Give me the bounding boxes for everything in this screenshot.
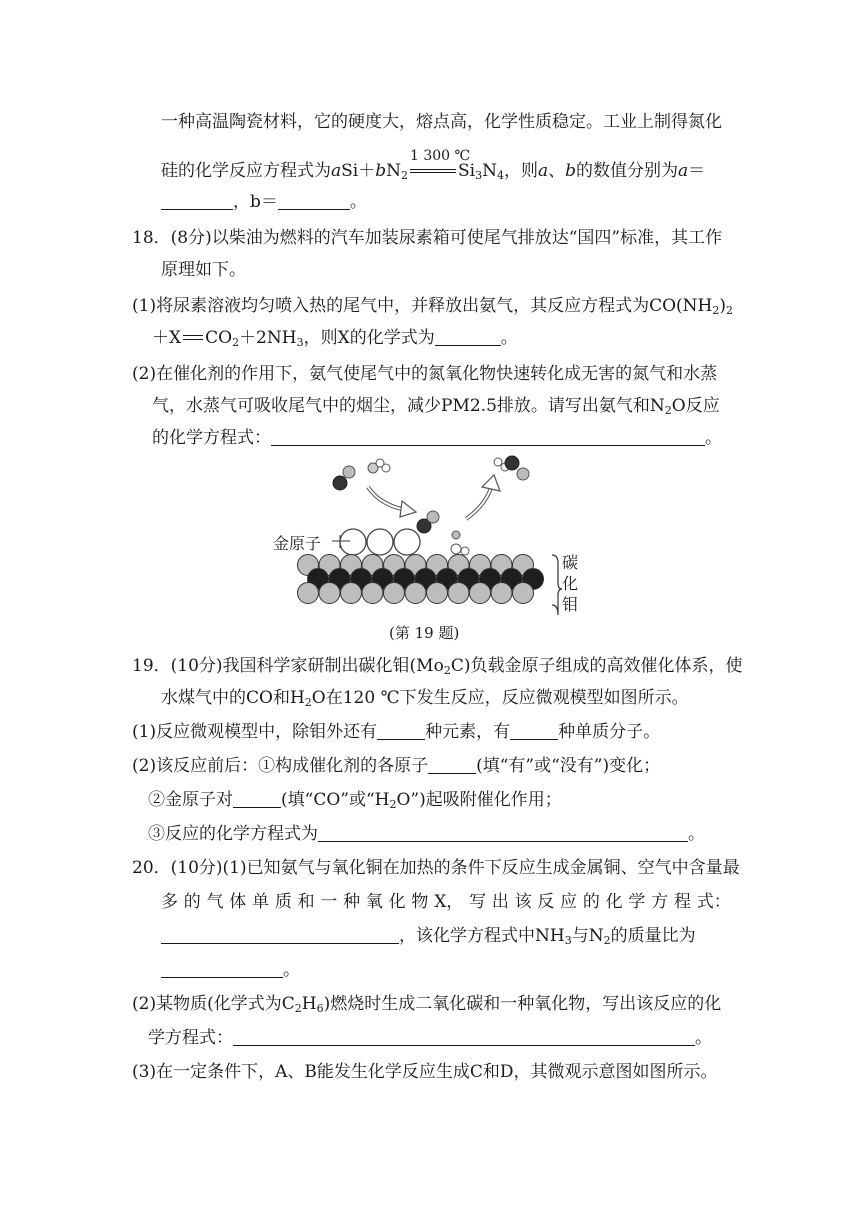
product: Si	[458, 161, 476, 181]
q19-text: (填“有”或“没有”)变化；	[476, 756, 661, 776]
q20-char: 应	[560, 892, 578, 912]
q18-part2-line1	[132, 364, 717, 384]
q18-part2-line3	[152, 428, 722, 448]
q18-part2-line2	[152, 396, 720, 416]
q18-text: ＋X	[152, 328, 182, 348]
reaction-condition: 1 300 ℃	[410, 148, 471, 164]
q19-part2	[132, 756, 660, 776]
label-char: 化	[562, 574, 579, 593]
q19-text: 水煤气中的CO和H	[161, 688, 305, 708]
q20-text: 与N	[571, 926, 604, 946]
q19-text: 。	[688, 824, 705, 844]
q18-text: CO	[205, 328, 233, 348]
var-b: b	[375, 161, 387, 181]
answer-blank-equation[interactable]	[318, 825, 688, 842]
q20-char: 单	[252, 892, 270, 912]
q20-char: 方	[651, 892, 669, 912]
q20-part3	[132, 1062, 718, 1082]
q18-head	[132, 228, 722, 248]
q18-text: 原理如下。	[161, 260, 246, 280]
carbide-atom	[319, 583, 340, 604]
product-n: N	[482, 161, 497, 181]
q19-text: (1)反应微观模型中，除钼外还有	[132, 722, 378, 742]
q17-equation-line	[161, 148, 706, 182]
q20-line4	[161, 960, 300, 980]
sub: 3	[296, 336, 304, 349]
q17-text: 一种高温陶瓷材料，它的硬度大，熔点高，化学性质稳定。工业上制得氮化	[161, 112, 722, 132]
q20-char: 物	[411, 892, 429, 912]
q19-text: (填“CO”或“H	[281, 790, 390, 810]
sub: 2	[304, 696, 312, 709]
sub: 2	[726, 304, 733, 317]
carbide-atom	[405, 583, 426, 604]
q18-part1-line1	[132, 296, 733, 316]
q20-text: 。	[283, 960, 300, 980]
q19-part3	[148, 790, 562, 810]
answer-blank-elements[interactable]	[377, 723, 425, 740]
q17-text: 硅的化学反应方程式为	[161, 161, 331, 181]
q17-text: 的数值分别为	[576, 161, 678, 181]
answer-blank-x[interactable]	[435, 329, 501, 346]
q19-text: ②金原子对	[148, 790, 233, 810]
q19-text: 19．(10分)我国科学家研制出碳化钼(Mo	[132, 656, 444, 676]
q20-text: 学方程式：	[148, 1028, 233, 1048]
sub: 3	[564, 934, 572, 947]
reaction-equals	[181, 330, 205, 344]
answer-blank-molecules[interactable]	[510, 723, 558, 740]
q20-char: 式：	[696, 892, 731, 912]
figure-caption: (第 19 题)	[389, 624, 460, 642]
gold-atom-label: 金原子	[273, 534, 322, 553]
q19-text: 种单质分子。	[558, 722, 661, 742]
q19-text: O在120 ℃下发生反应，反应微观模型如图所示。	[311, 688, 689, 708]
sub: 2	[232, 336, 240, 349]
var-a: a	[678, 161, 689, 181]
q19-head2	[161, 688, 689, 708]
q20-text: H	[301, 994, 317, 1014]
q18-text: 气，水蒸气可吸收尾气中的烟尘，减少PM2.5排放。请写出氨气和N	[152, 396, 665, 416]
q18-text: ＋2NH	[239, 328, 297, 348]
answer-blank-equation[interactable]	[271, 429, 705, 446]
q20-char: 出	[491, 892, 509, 912]
carbide-atom	[427, 583, 448, 604]
q18-text: 18．(8分)以柴油为燃料的汽车加装尿素箱可使尾气排放达“国四”标准，其工作	[132, 228, 723, 248]
q20-line3	[161, 926, 696, 946]
q19-text: 种元素，有	[425, 722, 511, 742]
q20-char: 反	[537, 892, 555, 912]
q18-text: (1)将尿素溶液均匀喷入热的尾气中，并释放出氨气，其反应方程式为CO(NH	[132, 296, 713, 316]
q20-char: 的	[183, 892, 201, 912]
q17-line1	[161, 112, 722, 132]
carbide-atom	[470, 583, 491, 604]
q18-text: ，则X的化学式为	[303, 328, 435, 348]
q20-head2	[161, 892, 731, 912]
n2: N	[386, 161, 401, 181]
q19-text: O”)起吸附催化作用；	[396, 790, 562, 810]
q20-char: 种	[343, 892, 361, 912]
q20-part2-line1	[132, 994, 721, 1014]
q17-text: 。	[349, 192, 367, 212]
q20-text: ，该化学方程式中NH	[399, 926, 565, 946]
q20-char: 写	[469, 892, 487, 912]
product-sub: 4	[496, 169, 504, 182]
q18-text: (2)在催化剂的作用下，氨气使尾气中的氮氧化物快速转化成无害的氮气和水蒸	[132, 364, 718, 384]
var-b: b	[565, 161, 576, 181]
q20-char: 气	[206, 892, 224, 912]
catalyst-figure	[270, 455, 590, 619]
label-char: 钼	[562, 595, 579, 614]
q17-text: 、	[548, 161, 566, 181]
var-a: a	[331, 161, 342, 181]
label-char: 碳	[562, 553, 579, 572]
sub: 2	[664, 404, 672, 417]
q19-head1	[132, 656, 742, 676]
q20-char: 氧	[365, 892, 383, 912]
carbide-atom	[513, 583, 534, 604]
q20-head1	[132, 858, 740, 878]
carbide-atom	[362, 583, 383, 604]
q20-text: (3)在一定条件下，A、B能发生化学反应生成C和D，其微观示意图如图所示。	[132, 1062, 718, 1082]
n2-sub: 2	[401, 169, 408, 182]
sub: 2	[389, 798, 397, 811]
carbide-atom	[448, 583, 469, 604]
var-a: a	[537, 161, 549, 181]
q17-answer-line	[161, 192, 367, 212]
q20-char: 程	[673, 892, 691, 912]
q19-part1	[132, 722, 660, 742]
q20-char: 体	[229, 892, 247, 912]
q20-char: 的	[582, 892, 600, 912]
sub: 2	[712, 304, 720, 317]
q18-text: O反应	[671, 396, 720, 416]
answer-blank-ratio[interactable]	[161, 961, 283, 978]
sub: 2	[603, 934, 611, 947]
answer-blank-b[interactable]	[278, 193, 350, 210]
molybdenum-carbide-label	[562, 552, 582, 615]
q20-char: 质	[274, 892, 292, 912]
q20-text: 20．(10分)(1)已知氨气与氧化铜在加热的条件下反应生成金属铜、空气中含量最	[132, 858, 740, 878]
carbide-atom	[298, 583, 319, 604]
q19-text: (2)该反应前后：①构成催化剂的各原子	[132, 756, 429, 776]
q20-char: 学	[628, 892, 646, 912]
q20-char: 多	[161, 892, 178, 912]
answer-blank-adsorb[interactable]	[233, 791, 281, 808]
answer-blank-a[interactable]	[161, 193, 233, 210]
q20-text: )燃烧时生成二氧化碳和一种氧化物，写出该反应的化	[323, 994, 722, 1014]
q19-part4	[148, 824, 705, 844]
si: Si＋	[341, 161, 376, 181]
q20-part2-line2	[148, 1028, 712, 1048]
q18-text: 。	[500, 328, 518, 348]
q18-part1-line2	[152, 328, 518, 348]
q20-char: 化	[605, 892, 623, 912]
q18-text: )	[719, 296, 726, 316]
q20-text: 的质量比为	[610, 926, 696, 946]
q19-text: C)负载金原子组成的高效催化体系，使	[450, 656, 743, 676]
q17-text: ＝	[688, 161, 706, 181]
sub: 2	[294, 1002, 302, 1015]
q20-char: 一	[320, 892, 338, 912]
answer-blank-equation[interactable]	[233, 1029, 695, 1046]
q18-text: 的化学方程式：	[152, 428, 271, 448]
q19-text: ③反应的化学方程式为	[148, 824, 318, 844]
q20-text: (2)某物质(化学式为C	[132, 994, 295, 1014]
sub: 2	[443, 664, 451, 677]
carbide-atom	[491, 583, 512, 604]
q18-head2	[161, 260, 246, 280]
q20-char: 化	[388, 892, 406, 912]
q20-char: X，	[434, 892, 464, 912]
carbide-atom	[384, 583, 405, 604]
q20-char: 该	[514, 892, 532, 912]
q18-text: 。	[705, 428, 722, 448]
carbide-atom	[341, 583, 362, 604]
answer-blank-equation[interactable]	[161, 927, 399, 944]
product-sub: 3	[475, 169, 483, 182]
q17-text: ，b＝	[233, 192, 278, 212]
q17-text: ，则	[503, 161, 538, 181]
sub: 6	[316, 1002, 324, 1015]
q20-text: 。	[695, 1028, 712, 1048]
answer-blank-change[interactable]	[428, 757, 476, 774]
q20-char: 和	[297, 892, 315, 912]
